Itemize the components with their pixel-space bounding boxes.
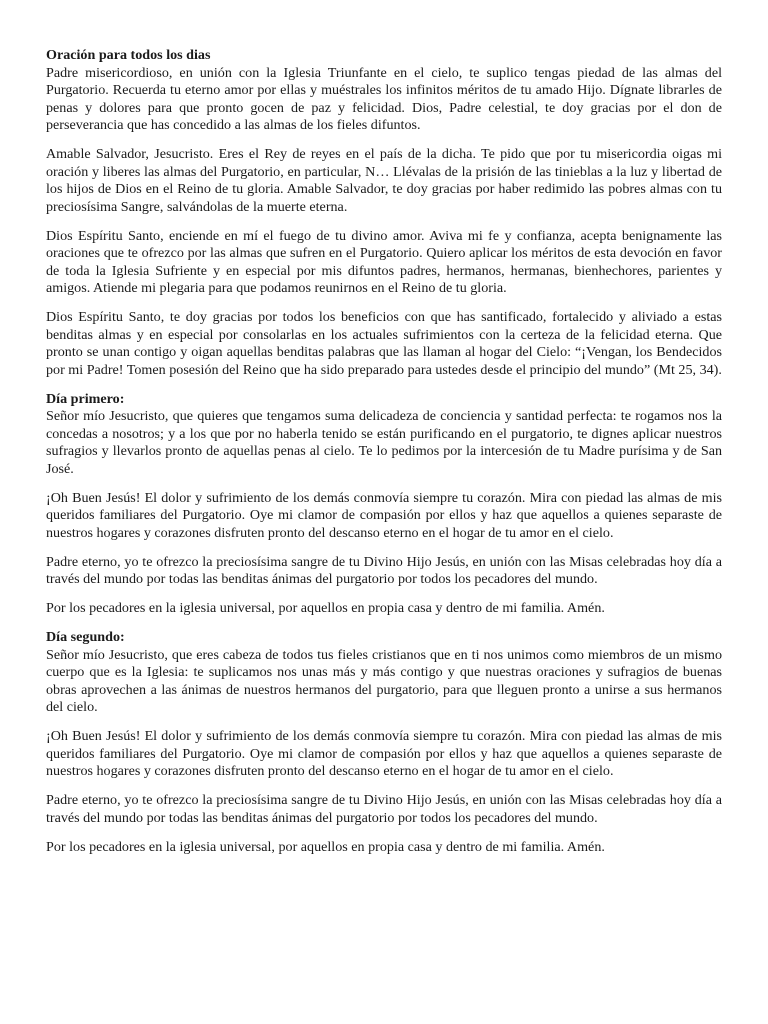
day-one-paragraph-2: ¡Oh Buen Jesús! El dolor y sufrimiento de los demás conmovía siempre tu corazón. Mira con piedad las almas de mis queridos familiares del Purgatorio. Oye mi clamor de compasión por ellos y haz que aquellos a quienes separaste de nuestros hogares y corazones disfruten pronto del descanso eterno en el hogar de tu amor en el cielo. [46, 489, 722, 541]
paragraph-text: Padre misericordioso, en unión con la Iglesia Triunfante en el cielo, te suplico tengas piedad de las almas del Purgatorio. Recuerda tu eterno amor por ellas y muéstrales los infinitos méritos de tu amado Hijo. Dígnate librarles de penas y dolores para que pronto gocen de paz y felicidad. Dios, Padre celestial, te doy gracias por el don de perseverancia que has concedido a las almas de los fieles difuntos. [46, 64, 722, 133]
section-heading-day-one: Día primero: [46, 390, 125, 407]
section-daily-prayer [46, 47, 722, 379]
daily-prayer-paragraph-3: Dios Espíritu Santo, enciende en mí el fuego de tu divino amor. Aviva mi fe y confianza, acepta benignamente las oraciones que te ofrezco por las almas que sufren en el Purgatorio. Quiero aplicar los méritos de esta devoción en favor de toda la Iglesia Sufriente y en especial por mis difuntos padres, hermanos, hermanas, bienhechores, parientes y amigos. Atiende mi plegaria para que podamos reunirnos en el Reino de tu gloria. [46, 227, 722, 296]
day-two-paragraph-3: Padre eterno, yo te ofrezco la preciosísima sangre de tu Divino Hijo Jesús, en unión con las Misas celebradas hoy día a través del mundo por todas las benditas ánimas del purgatorio por todos los pecadores del mundo. [46, 792, 722, 826]
paragraph-text: Señor mío Jesucristo, que eres cabeza de todos tus fieles cristianos que en ti nos unimos como miembros de un mismo cuerpo que es la Iglesia: te suplicamos nos unas más y más contigo y que nuestras oraciones y sufragios de buenas obras aprovechen a las ánimas de nuestros hermanos del purgatorio, para que lleguen pronto a unirse a sus hermanos del cielo. [46, 646, 722, 715]
day-one-paragraph-4: Por los pecadores en la iglesia universal, por aquellos en propia casa y dentro de mi familia. Amén. [46, 600, 605, 616]
paragraph-text: Señor mío Jesucristo, que quieres que tengamos suma delicadeza de conciencia y santidad perfecta: te rogamos nos la concedas a nosotros; y a los que por no haberla tenido se están purificando en el purgatorio, te dignes aplicar nuestros sufragios y llevarlos pronto de aquellas penas al cielo. Te lo pedimos por la intercesión de tu Madre purísima y de San José. [46, 408, 722, 477]
daily-prayer-paragraph-1 [46, 47, 722, 135]
section-heading-day-two: Día segundo: [46, 629, 125, 645]
section-heading-daily-prayer: Oración para todos los dias [46, 47, 211, 63]
day-one-paragraph-1 [46, 391, 722, 479]
section-day-two [46, 629, 722, 856]
section-day-one [46, 391, 722, 618]
daily-prayer-paragraph-4: Dios Espíritu Santo, te doy gracias por todos los beneficios con que has santificado, fortalecido y aliviado a estas benditas almas y en especial por consolarlas en los actuales sufrimientos con la certeza de la felicidad eterna. Que pronto se unan contigo y oigan aquellas benditas palabras que las llaman al hogar del Cielo: “¡Vengan, los Bendecidos por mi Padre! Tomen posesión del Reino que ha sido preparado para ustedes desde el principio del mundo” (Mt 25, 34). [46, 309, 722, 378]
daily-prayer-paragraph-2: Amable Salvador, Jesucristo. Eres el Rey de reyes en el país de la dicha. Te pido que por tu misericordia oigas mi oración y liberes las almas del Purgatorio, en particular, N… Llévalas de la prisión de las tinieblas a la luz y libertad de los hijos de Dios en el Reino de tu gloria. Amable Salvador, te doy gracias por haber redimido las pobres almas con tu preciosísima Sangre, salvándolas de la muerte eterna. [46, 146, 722, 215]
day-one-paragraph-3: Padre eterno, yo te ofrezco la preciosísima sangre de tu Divino Hijo Jesús, en unión con las Misas celebradas hoy día a través del mundo por todas las benditas ánimas del purgatorio por todos los pecadores del mundo. [46, 553, 722, 587]
day-two-paragraph-4: Por los pecadores en la iglesia universal, por aquellos en propia casa y dentro de mi familia. Amén. [46, 838, 605, 855]
day-two-paragraph-1 [46, 629, 722, 717]
day-two-paragraph-2: ¡Oh Buen Jesús! El dolor y sufrimiento de los demás conmovía siempre tu corazón. Mira con piedad las almas de mis queridos familiares del Purgatorio. Oye mi clamor de compasión por ellos y haz que aquellos a quienes separaste de nuestros hogares y corazones disfruten pronto del descanso eterno en el hogar de tu amor en el cielo. [46, 728, 722, 779]
document-page [46, 47, 722, 868]
